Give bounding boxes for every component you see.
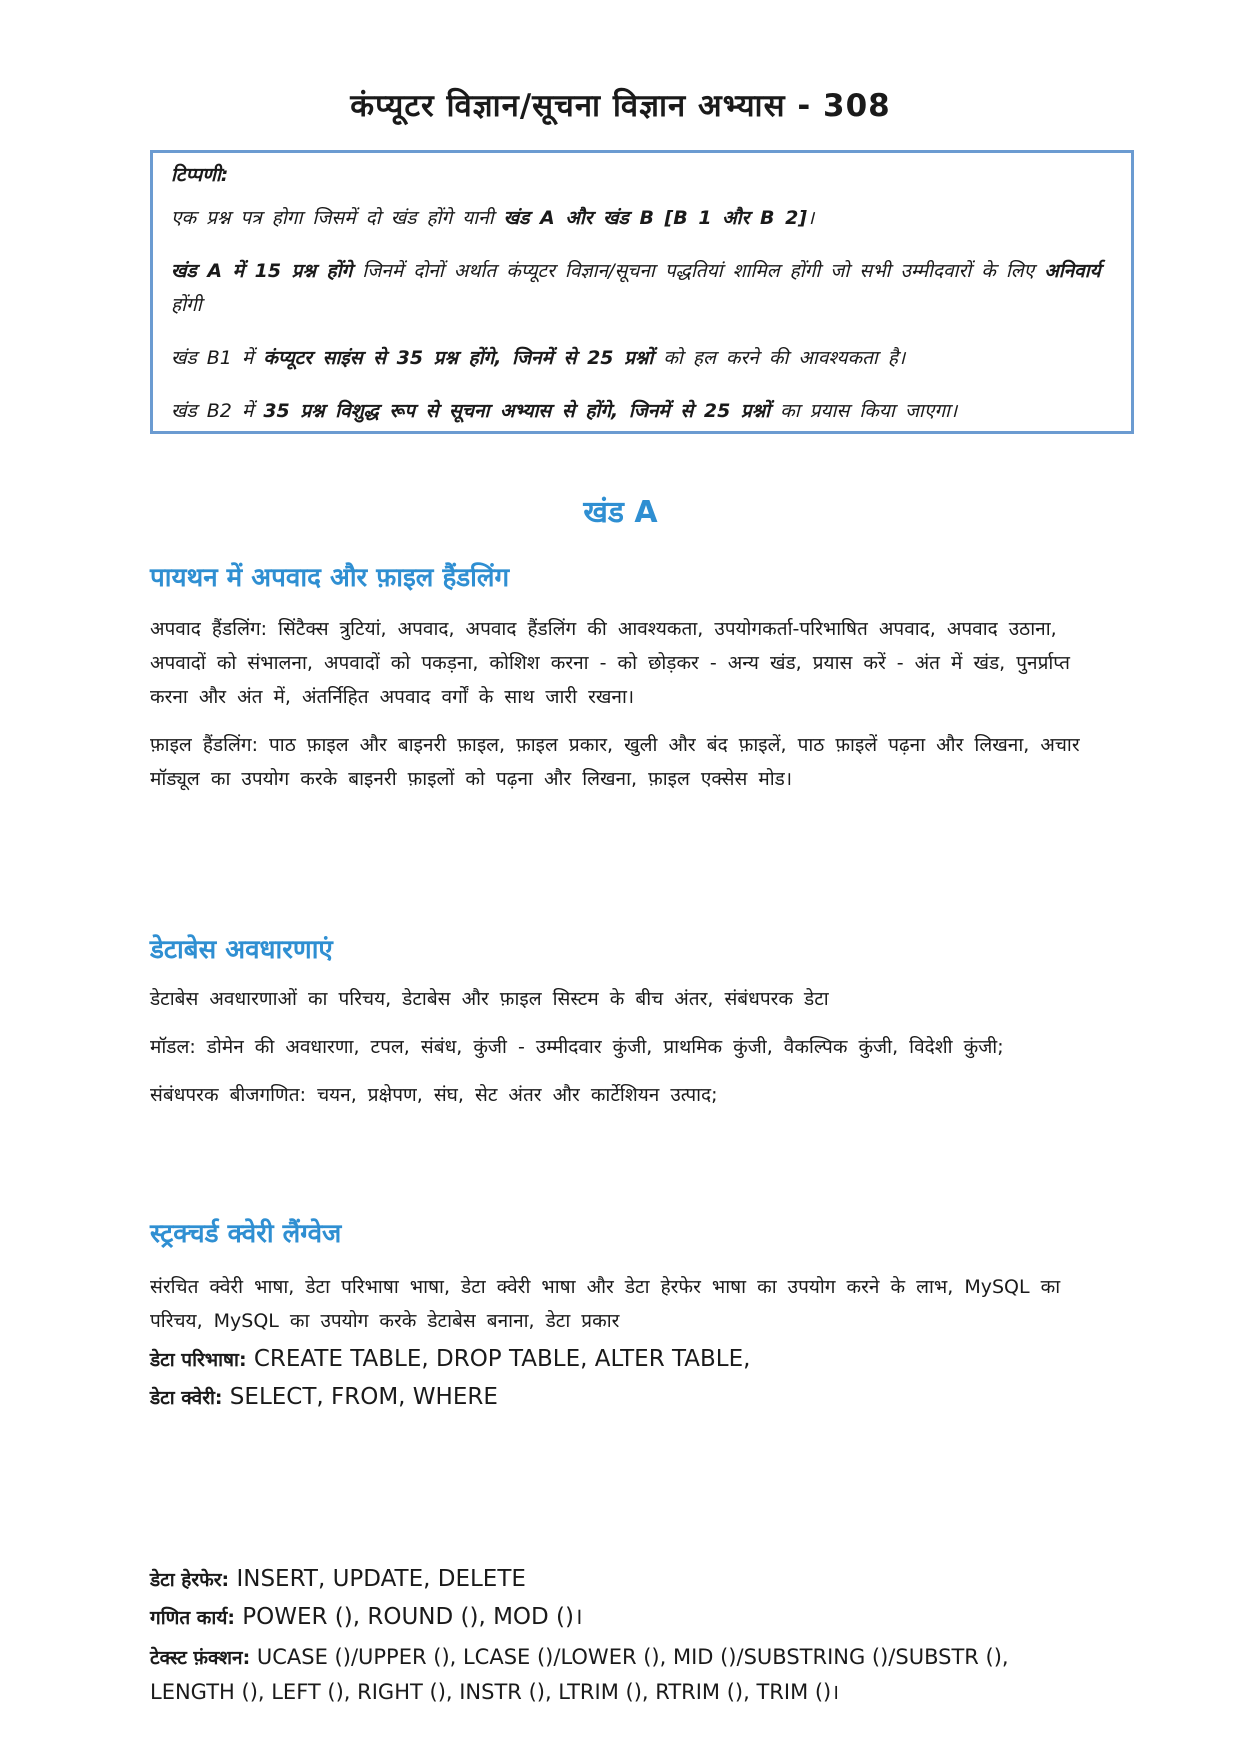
dql-line: डेटा क्वेरी: SELECT, FROM, WHERE xyxy=(150,1384,498,1410)
exception-handling-para: अपवाद हैंडलिंग: सिंटैक्स त्रुटियां, अपवाद, अपवाद हैंडलिंग की आवश्यकता, उपयोगकर्ता-परिभाषित अपवाद, अपवाद उठाना, अपवादों को संभालना, अपवादों को पकड़ना, कोशिश करना - को छोड़कर - अन्य खंड, प्रयास करें - अंत में खंड, पुनर्प्राप्त करना और अंत में, अंतर्निहित अपवाद वर्गों के साथ जारी रखना। xyxy=(150,618,1070,708)
math-functions-line: गणित कार्य: POWER (), ROUND (), MOD ()। xyxy=(150,1604,583,1630)
note-line-3: खंड B1 में कंप्यूटर साइंस से 35 प्रश्न होंगे, जिनमें से 25 प्रश्नों को हल करने की आवश्यकता है। xyxy=(171,347,906,369)
note-heading: टिप्पणी: xyxy=(171,164,229,186)
dml-line: डेटा हेरफेर: INSERT, UPDATE, DELETE xyxy=(150,1566,526,1592)
note-line-1: एक प्रश्न पत्र होगा जिसमें दो खंड होंगे यानी खंड A और खंड B [B 1 और B 2]। xyxy=(171,207,815,229)
file-handling-para: फ़ाइल हैंडलिंग: पाठ फ़ाइल और बाइनरी फ़ाइल, फ़ाइल प्रकार, खुली और बंद फ़ाइलें, पाठ फ़ाइलें पढ़ना और लिखना, अचार मॉड्यूल का उपयोग करके बाइनरी फ़ाइलों को पढ़ना और लिखना, फ़ाइल एक्सेस मोड। xyxy=(150,734,1080,790)
section-a-heading: खंड A xyxy=(583,495,658,530)
topic-exceptions-body xyxy=(150,612,1080,796)
note-line-4: खंड B2 में 35 प्रश्न विशुद्ध रूप से सूचना अभ्यास से होंगे, जिनमें से 25 प्रश्नों का प्रयास किया जाएगा। xyxy=(171,400,958,422)
page-title: कंप्यूटर विज्ञान/सूचना विज्ञान अभ्यास - 308 xyxy=(350,88,891,124)
note-line-2: खंड A में 15 प्रश्न होंगे जिनमें दोनों अर्थात कंप्यूटर विज्ञान/सूचना पद्धतियां शामिल होंगी जो सभी उम्मीदवारों के लिए अनिवार्य होंगी xyxy=(171,260,1101,316)
sql-intro-para: संरचित क्वेरी भाषा, डेटा परिभाषा भाषा, डेटा क्वेरी भाषा और डेटा हेरफेर भाषा का उपयोग करने के लाभ, MySQL का परिचय, MySQL का उपयोग करके डेटाबेस बनाना, डेटा प्रकार xyxy=(150,1276,1061,1332)
topic-exceptions-heading: पायथन में अपवाद और फ़ाइल हैंडलिंग xyxy=(150,563,510,593)
text-functions-line: टेक्स्ट फ़ंक्शन: UCASE ()/UPPER (), LCASE ()/LOWER (), MID ()/SUBSTRING ()/SUBSTR (), LENGTH (), LEFT (), RIGHT (), INSTR (), LTRIM (), RTRIM (), TRIM ()। xyxy=(150,1645,1009,1704)
relational-algebra-para: संबंधपरक बीजगणित: चयन, प्रक्षेपण, संघ, सेट अंतर और कार्टेशियन उत्पाद; xyxy=(150,1084,718,1106)
topic-sql-heading: स्ट्रक्चर्ड क्वेरी लैंग्वेज xyxy=(150,1219,342,1249)
database-intro-para: डेटाबेस अवधारणाओं का परिचय, डेटाबेस और फ़ाइल सिस्टम के बीच अंतर, संबंधपरक डेटा xyxy=(150,988,829,1010)
relational-model-para: मॉडल: डोमेन की अवधारणा, टपल, संबंध, कुंजी - उम्मीदवार कुंजी, प्राथमिक कुंजी, वैकल्पिक कुंजी, विदेशी कुंजी; xyxy=(150,1036,1004,1058)
topic-database-heading: डेटाबेस अवधारणाएं xyxy=(150,935,333,965)
note-box xyxy=(150,150,1134,434)
topic-database-body xyxy=(150,982,1080,1112)
ddl-line: डेटा परिभाषा: CREATE TABLE, DROP TABLE, ALTER TABLE, xyxy=(150,1346,751,1372)
